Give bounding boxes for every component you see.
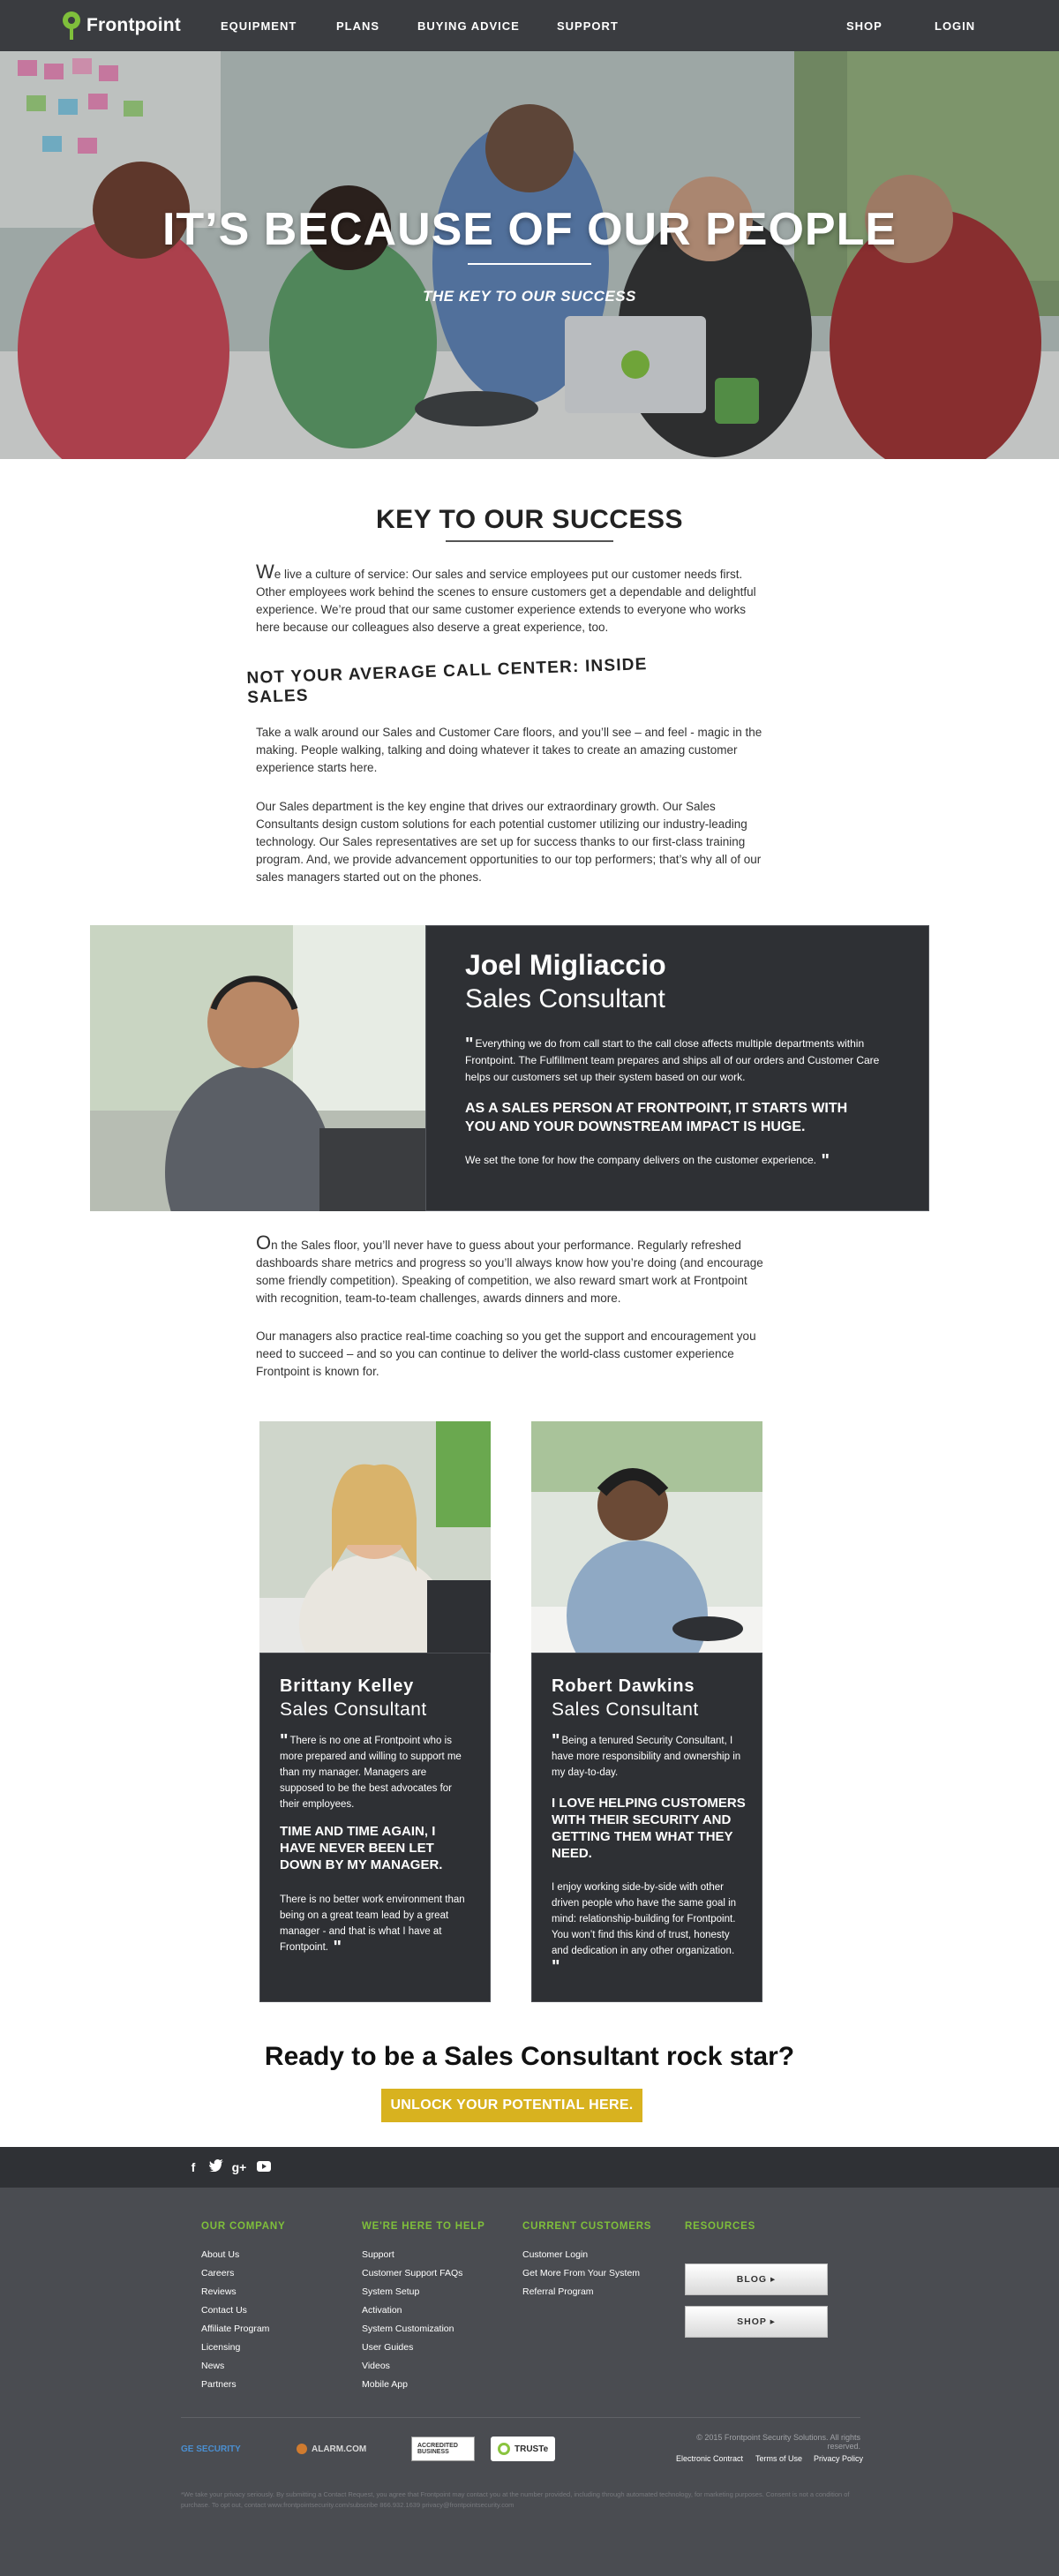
hero-title: IT’S BECAUSE OF OUR PEOPLE bbox=[161, 204, 898, 255]
bbb-accredited-badge[interactable] bbox=[411, 2437, 475, 2461]
alarm-com-logo: ALARM.COM bbox=[312, 2444, 367, 2454]
close-quote-icon: " bbox=[552, 1957, 560, 1977]
brittany-quote-2-text: There is no better work environment than being on a great team lead by a great manager - and that is what I have at Frontpoint. bbox=[280, 1894, 465, 1953]
shop-button[interactable]: SHOP ▸ bbox=[685, 2306, 828, 2338]
blog-button[interactable]: BLOG ▸ bbox=[685, 2263, 828, 2295]
hero-banner bbox=[0, 51, 1059, 459]
truste-badge[interactable] bbox=[491, 2437, 555, 2461]
open-quote-icon: " bbox=[465, 1035, 474, 1054]
brittany-role: Sales Consultant bbox=[280, 1699, 427, 1720]
footer-col-here-to-help bbox=[362, 2221, 485, 2394]
nav-login[interactable]: LOGIN bbox=[935, 19, 976, 33]
robert-portrait-image bbox=[531, 1421, 762, 1653]
sales-floor-paragraph-1 bbox=[256, 1234, 768, 1307]
ge-security-logo: GE SECURITY bbox=[181, 2444, 241, 2454]
robert-quote-2 bbox=[552, 1879, 742, 1975]
footer-link-about-us[interactable]: About Us bbox=[201, 2249, 240, 2260]
alarm-com-badge bbox=[297, 2437, 366, 2461]
footer-link-activation[interactable]: Activation bbox=[362, 2305, 402, 2316]
nav-buying-advice[interactable]: BUYING ADVICE bbox=[417, 19, 520, 33]
footer-col-resources bbox=[685, 2221, 755, 2246]
footer-fine-print: *We take your privacy seriously. By submitting a Contact Request, you agree that Frontpoint may contact you at the number provided, including through automated technology, for marketing purposes. Consent is not a condition of purchase. To opt out, contact www.frontpointsecurity.com/subscribe 866.932.1639 privacy@frontpointsecurity.com bbox=[181, 2490, 850, 2509]
joel-quote-card bbox=[425, 925, 929, 1211]
nav-support[interactable]: SUPPORT bbox=[557, 19, 619, 33]
open-quote-icon: " bbox=[552, 1731, 560, 1751]
copyright-text: © 2015 Frontpoint Security Solutions. All rights reserved. bbox=[696, 2433, 860, 2451]
footer-link-support[interactable]: Support bbox=[362, 2249, 394, 2260]
footer-link-partners[interactable]: Partners bbox=[201, 2379, 237, 2390]
footer-link-support-faqs[interactable]: Customer Support FAQs bbox=[362, 2268, 463, 2278]
robert-quote-1-text: Being a tenured Security Consultant, I have more responsibility and ownership in my day-to-day. bbox=[552, 1736, 741, 1778]
logo-text: Frontpoint bbox=[86, 15, 181, 35]
close-quote-icon: " bbox=[327, 1938, 342, 1957]
footer-divider bbox=[181, 2417, 860, 2418]
brittany-highlight: TIME AND TIME AGAIN, I HAVE NEVER BEEN LET DOWN BY MY MANAGER. bbox=[280, 1824, 443, 1872]
close-quote-icon: " bbox=[816, 1151, 830, 1171]
footer-link-videos[interactable]: Videos bbox=[362, 2361, 390, 2371]
footer bbox=[0, 2188, 1059, 2576]
footer-link-customer-login[interactable]: Customer Login bbox=[522, 2249, 589, 2260]
cta-heading: Ready to be a Sales Consultant rock star? bbox=[264, 2042, 795, 2071]
hero-divider bbox=[468, 263, 591, 265]
inside-sales-heading: NOT YOUR AVERAGE CALL CENTER: INSIDE SALES bbox=[246, 655, 648, 707]
footer-link-affiliate-program[interactable]: Affiliate Program bbox=[201, 2324, 270, 2334]
footer-link-system-setup[interactable]: System Setup bbox=[362, 2286, 420, 2297]
footer-col-title: CURRENT CUSTOMERS bbox=[522, 2221, 652, 2232]
robert-quote-2-text: I enjoy working side-by-side with other driven people who have the same goal in mind: relationship-building for Frontpoint. You won’t find this kind of trust, honesty and dedication in any other organization. bbox=[552, 1882, 737, 1956]
truste-badge-text: TRUSTe bbox=[514, 2444, 549, 2454]
privacy-policy-link[interactable]: Privacy Policy bbox=[814, 2454, 864, 2463]
intro-paragraph bbox=[256, 563, 768, 636]
brittany-quote-1-text: There is no one at Frontpoint who is more prepared and willing to support me than my manager. Managers are supposed to be the best advocates for their employees. bbox=[280, 1736, 462, 1810]
hero-subtitle: THE KEY TO OUR SUCCESS bbox=[423, 288, 636, 305]
joel-portrait-image bbox=[90, 925, 425, 1211]
joel-quote-2 bbox=[465, 1152, 880, 1169]
unlock-potential-button[interactable]: UNLOCK YOUR POTENTIAL HERE. bbox=[381, 2089, 642, 2122]
brittany-quote-card bbox=[259, 1653, 491, 2002]
footer-link-licensing[interactable]: Licensing bbox=[201, 2342, 241, 2353]
brittany-portrait-image bbox=[259, 1421, 491, 1653]
footer-link-get-more[interactable]: Get More From Your System bbox=[522, 2268, 641, 2278]
location-pin-icon bbox=[62, 11, 81, 41]
joel-photo bbox=[90, 925, 425, 1211]
brittany-quote-1 bbox=[280, 1733, 470, 1812]
nav-equipment[interactable]: EQUIPMENT bbox=[221, 19, 297, 33]
robert-quote-1 bbox=[552, 1733, 742, 1781]
electronic-contract-link[interactable]: Electronic Contract bbox=[676, 2454, 744, 2463]
top-nav bbox=[0, 0, 1059, 51]
joel-role: Sales Consultant bbox=[465, 984, 665, 1013]
open-quote-icon: " bbox=[280, 1731, 289, 1751]
bbb-badge-text: ACCREDITED BUSINESS bbox=[417, 2443, 458, 2455]
sales-floor-paragraph-2: Our managers also practice real-time coaching so you get the support and encouragement you need to succeed – and so you can continue to deliver the world-class customer experience Frontpoint is known for. bbox=[256, 1329, 756, 1378]
joel-highlight: AS A SALES PERSON AT FRONTPOINT, IT STARTS WITH YOU AND YOUR DOWNSTREAM IMPACT IS HUGE. bbox=[465, 1101, 848, 1134]
section-title-key-success: KEY TO OUR SUCCESS bbox=[376, 505, 683, 534]
footer-link-user-guides[interactable]: User Guides bbox=[362, 2342, 414, 2353]
footer-link-careers[interactable]: Careers bbox=[201, 2268, 235, 2278]
section-divider bbox=[446, 540, 613, 542]
robert-photo bbox=[531, 1421, 762, 1653]
footer-link-news[interactable]: News bbox=[201, 2361, 225, 2371]
frontpoint-logo[interactable] bbox=[62, 9, 181, 42]
joel-quote-2-text: We set the tone for how the company delivers on the customer experience. bbox=[465, 1154, 816, 1166]
joel-name: Joel Migliaccio bbox=[465, 949, 666, 981]
footer-col-title: WE'RE HERE TO HELP bbox=[362, 2221, 485, 2232]
footer-link-contact-us[interactable]: Contact Us bbox=[201, 2305, 247, 2316]
twitter-icon[interactable] bbox=[208, 2159, 224, 2175]
footer-col-title: RESOURCES bbox=[685, 2221, 756, 2232]
joel-quote-1-text: Everything we do from call start to the call close affects multiple departments within Frontpoint. The Fulfillment team prepares and ships all of our orders and Customer Care helps our customers set up their system based on our work. bbox=[465, 1037, 880, 1083]
google-plus-icon[interactable]: g+ bbox=[231, 2160, 247, 2174]
truste-seal-icon bbox=[498, 2443, 510, 2455]
intro-text: e live a culture of service: Our sales and service employees put our customer needs first. Other employees work behind the scenes to ensure customers get a dependable and delightful experience. We’re proud that our same customer experience extends to everyone who works here because our colleagues also deserve a great experience, too. bbox=[256, 568, 756, 634]
footer-link-reviews[interactable]: Reviews bbox=[201, 2286, 237, 2297]
facebook-icon[interactable]: f bbox=[191, 2160, 196, 2174]
footer-col-current-customers bbox=[522, 2221, 651, 2301]
youtube-icon[interactable] bbox=[256, 2159, 272, 2175]
footer-col-our-company bbox=[201, 2221, 285, 2394]
alarm-com-logo-icon bbox=[297, 2444, 307, 2454]
footer-link-system-customization[interactable]: System Customization bbox=[362, 2324, 454, 2334]
floor-dropcap: O bbox=[256, 1232, 272, 1254]
robert-name: Robert Dawkins bbox=[552, 1676, 695, 1696]
intro-dropcap: W bbox=[256, 561, 274, 583]
ge-security-badge bbox=[181, 2437, 241, 2461]
brittany-quote-2 bbox=[280, 1892, 470, 1955]
nav-shop[interactable]: SHOP bbox=[846, 19, 882, 33]
footer-col-title: OUR COMPANY bbox=[201, 2221, 286, 2232]
robert-quote-card bbox=[531, 1653, 762, 2002]
footer-social-bar bbox=[0, 2147, 1059, 2188]
nav-plans[interactable]: PLANS bbox=[336, 19, 380, 33]
footer-link-referral-program[interactable]: Referral Program bbox=[522, 2286, 594, 2297]
joel-quote-1 bbox=[465, 1036, 880, 1086]
floor-text: n the Sales floor, you’ll never have to guess about your performance. Regularly refreshed dashboards share metrics and progress so you’ll always know how you’re doing (and encourage some friendly competition). Speaking of competition, we also reward smart work at Frontpoint with recognition, team-to-team challenges, awards dinners and more. bbox=[256, 1239, 763, 1305]
footer-link-mobile-app[interactable]: Mobile App bbox=[362, 2379, 408, 2390]
robert-role: Sales Consultant bbox=[552, 1699, 699, 1720]
inside-sales-paragraph-2: Our Sales department is the key engine that drives our extraordinary growth. Our Sales Consultants design custom solutions for each potential customer utilizing our industry-leading technology. Our Sales representatives are set up for success thanks to our first-class training program. And, we provide advancement opportunities to our top performers; that’s why all of our sales managers started out on the phones. bbox=[256, 800, 762, 884]
terms-of-use-link[interactable]: Terms of Use bbox=[755, 2454, 803, 2463]
inside-sales-paragraph-1: Take a walk around our Sales and Customer Care floors, and you’ll see – and feel - magic in the making. People walking, talking and doing whatever it takes to create an amazing customer experience starts here. bbox=[256, 726, 762, 774]
brittany-photo bbox=[259, 1421, 491, 1653]
robert-highlight: I LOVE HELPING CUSTOMERS WITH THEIR SECURITY AND GETTING THEM WHAT THEY NEED. bbox=[552, 1796, 746, 1861]
brittany-name: Brittany Kelley bbox=[280, 1676, 415, 1696]
